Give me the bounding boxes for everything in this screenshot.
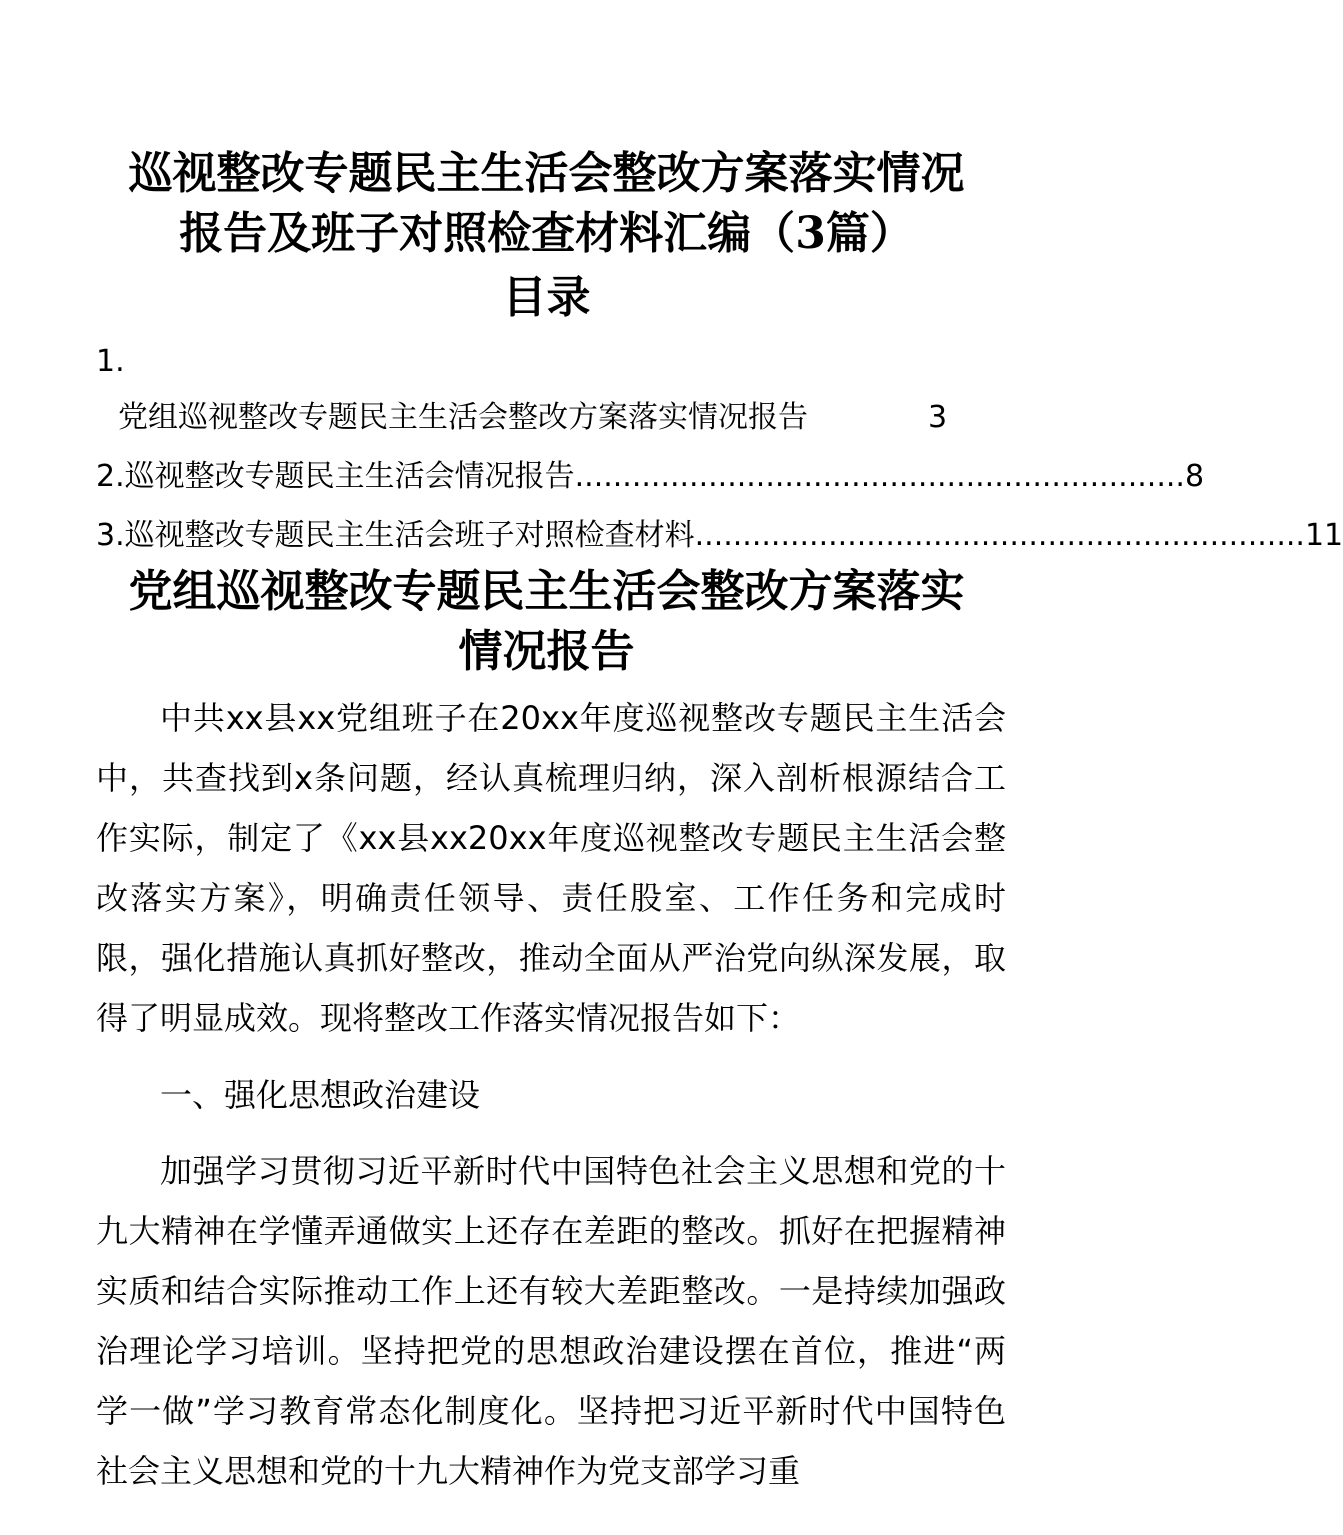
document-title-suffix: 篇）	[825, 208, 914, 259]
toc-heading-text: 目录	[502, 272, 591, 323]
section-title-text-1: 党组巡视整改专题民主生活会整改方案落实	[128, 566, 965, 617]
toc-item-3-page: 11	[1304, 518, 1343, 553]
body-paragraph-2: 加强学习贯彻习近平新时代中国特色社会主义思想和党的十九大精神在学懂弄通做实上还存在差距的整改。抓好在把握精神实质和结合实际推动工作上还有较大差距整改。一是持续加强政治理论学习培训。坚持把党的思想政治建设摆在首位，推进“两学一做”学习教育常态化制度化。坚持把习近平新时代中国特色社会主义思想和党的十九大精神作为党支部学习重	[96, 1152, 1006, 1490]
toc-item-1-number[interactable]: 1.	[96, 344, 125, 379]
toc-item-3-title: 3.巡视整改专题民主生活会班子对照检查材料	[96, 518, 695, 553]
toc-item-2-page: 8	[1184, 459, 1205, 494]
document-title-line-1	[0, 146, 1093, 202]
document-title-line-2	[0, 206, 1093, 262]
section-title-line-1	[0, 564, 1093, 620]
document-title-prefix: 报告及班子对照检查材料汇编（	[179, 208, 796, 259]
toc-heading	[0, 270, 1093, 326]
section-title-text-2: 情况报告	[458, 626, 635, 677]
section-heading-1: 一、强化思想政治建设	[160, 1076, 481, 1114]
body-paragraph-1: 中共xx县xx党组班子在20xx年度巡视整改专题民主生活会中，共查找到x条问题，经认真梳理归纳，深入剖析根源结合工作实际，制定了《xx县xx20xx年度巡视整改专题民主生活会整改落实方案》，明确责任领导、责任股室、工作任务和完成时限，强化措施认真抓好整改，推动全面从严治党向纵深发展，取得了明显成效。现将整改工作落实情况报告如下：	[96, 699, 1006, 1037]
toc-item-2[interactable]	[96, 457, 1205, 497]
toc-item-1-page[interactable]: 3	[928, 400, 948, 435]
document-title-text-1: 巡视整改专题民主生活会整改方案落实情况	[128, 148, 965, 199]
toc-item-3-leader: ................................................................	[694, 518, 1305, 553]
document-title-count: 3	[795, 208, 826, 259]
toc-item-3[interactable]	[96, 516, 1343, 556]
section-title-line-2	[0, 624, 1093, 680]
toc-item-2-title: 2.巡视整改专题民主生活会情况报告	[96, 459, 575, 494]
toc-item-2-leader: ................................................................	[574, 459, 1185, 494]
toc-item-1-title[interactable]: 党组巡视整改专题民主生活会整改方案落实情况报告	[118, 400, 808, 435]
